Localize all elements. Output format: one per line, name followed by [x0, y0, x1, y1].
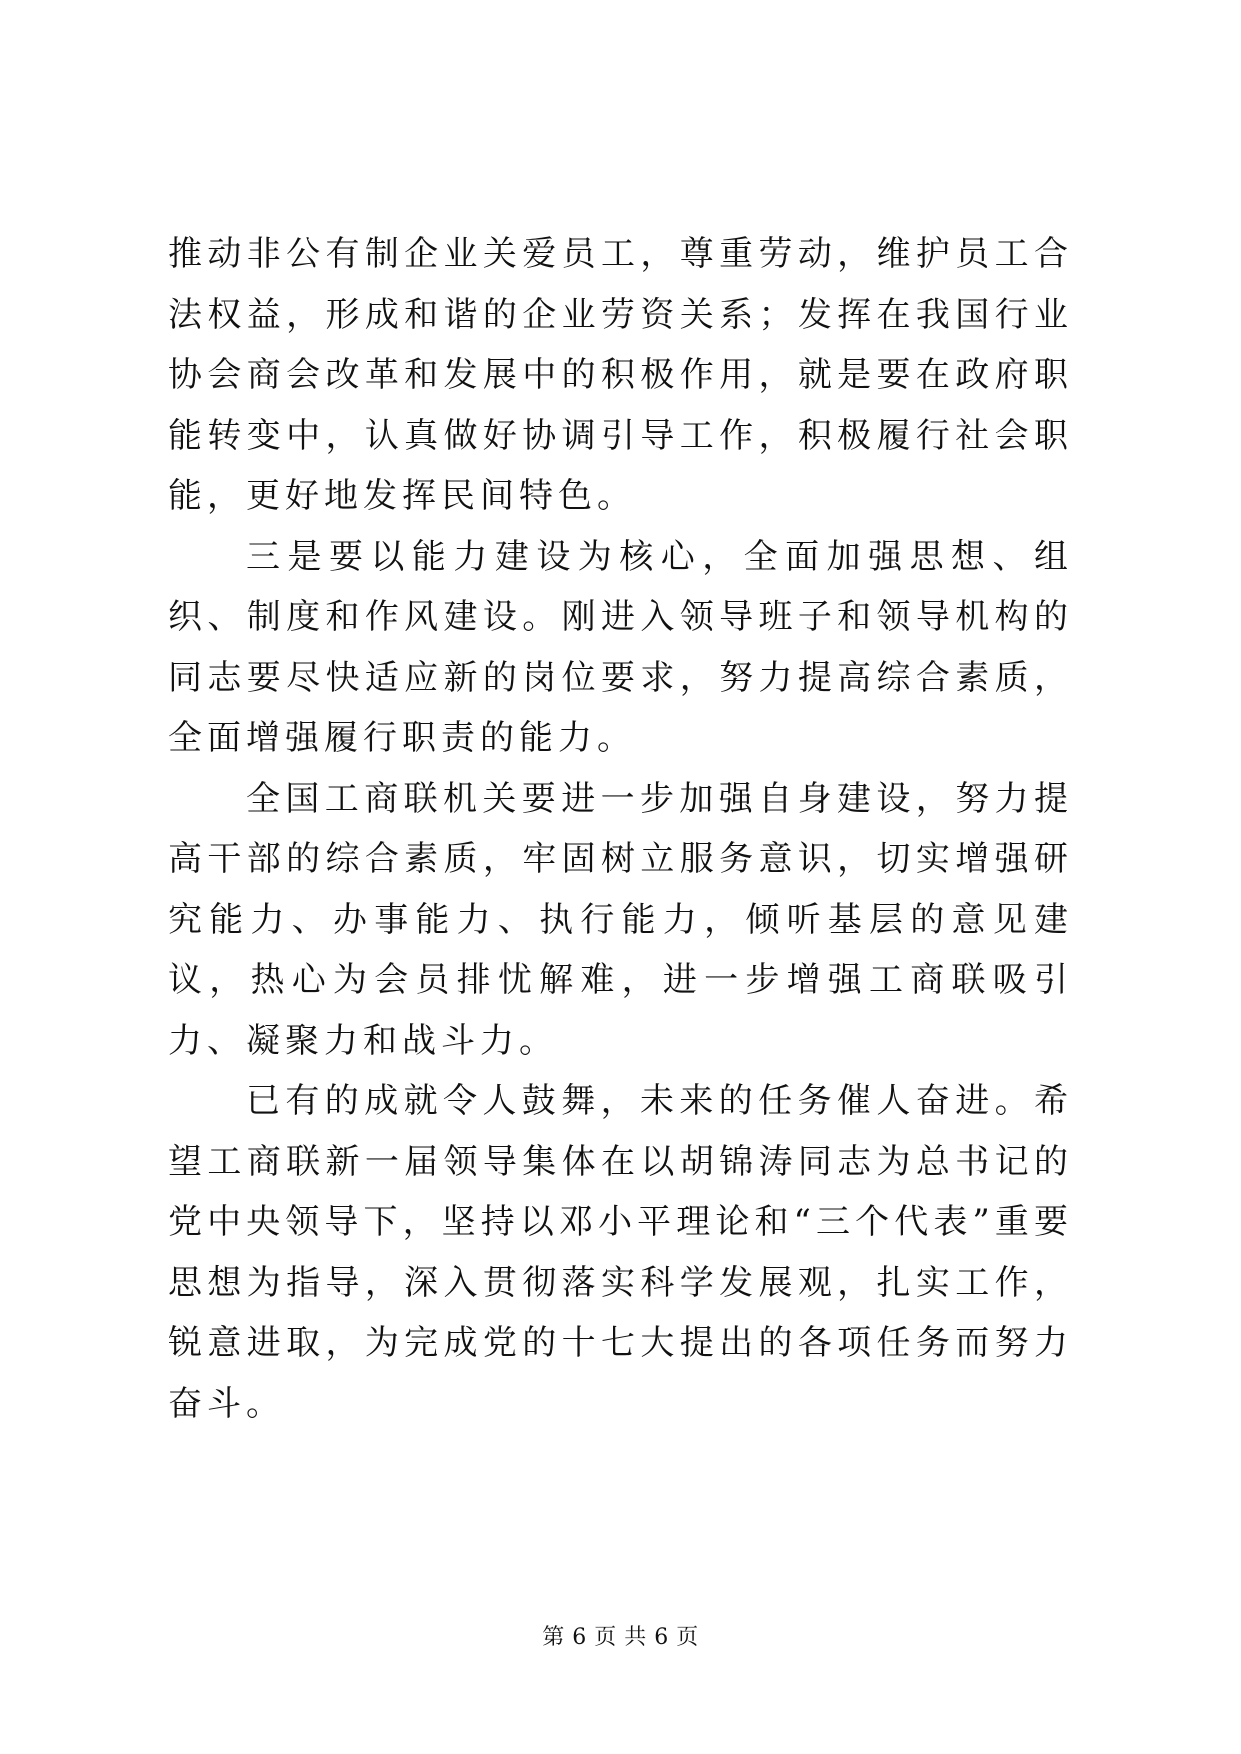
paragraph-continued: 推动非公有制企业关爱员工，尊重劳动，维护员工合法权益，形成和谐的企业劳资关系；发挥在我国行业协会商会改革和发展中的积极作用，就是要在政府职能转变中，认真做好协调引导工作，积极履行社会职能，更好地发挥民间特色。 [168, 234, 1073, 516]
paragraph: 全国工商联机关要进一步加强自身建设，努力提高干部的综合素质，牢固树立服务意识，切实增强研究能力、办事能力、执行能力，倾听基层的意见建议，热心为会员排忧解难，进一步增强工商联吸引力、凝聚力和战斗力。 [168, 778, 1073, 1061]
paragraph: 已有的成就令人鼓舞，未来的任务催人奋进。希望工商联新一届领导集体在以胡锦涛同志为总书记的党中央领导下，坚持以邓小平理论和“三个代表”重要思想为指导，深入贯彻落实科学发展观，扎实工作，锐意进取，为完成党的十七大提出的各项任务而努力奋斗。 [168, 1081, 1073, 1424]
page-number-footer: 第 6 页 共 6 页 [542, 1625, 699, 1650]
paragraph: 三是要以能力建设为核心，全面加强思想、组织、制度和作风建设。刚进入领导班子和领导机构的同志要尽快适应新的岗位要求，努力提高综合素质，全面增强履行职责的能力。 [168, 536, 1073, 758]
document-body [168, 224, 1073, 1434]
